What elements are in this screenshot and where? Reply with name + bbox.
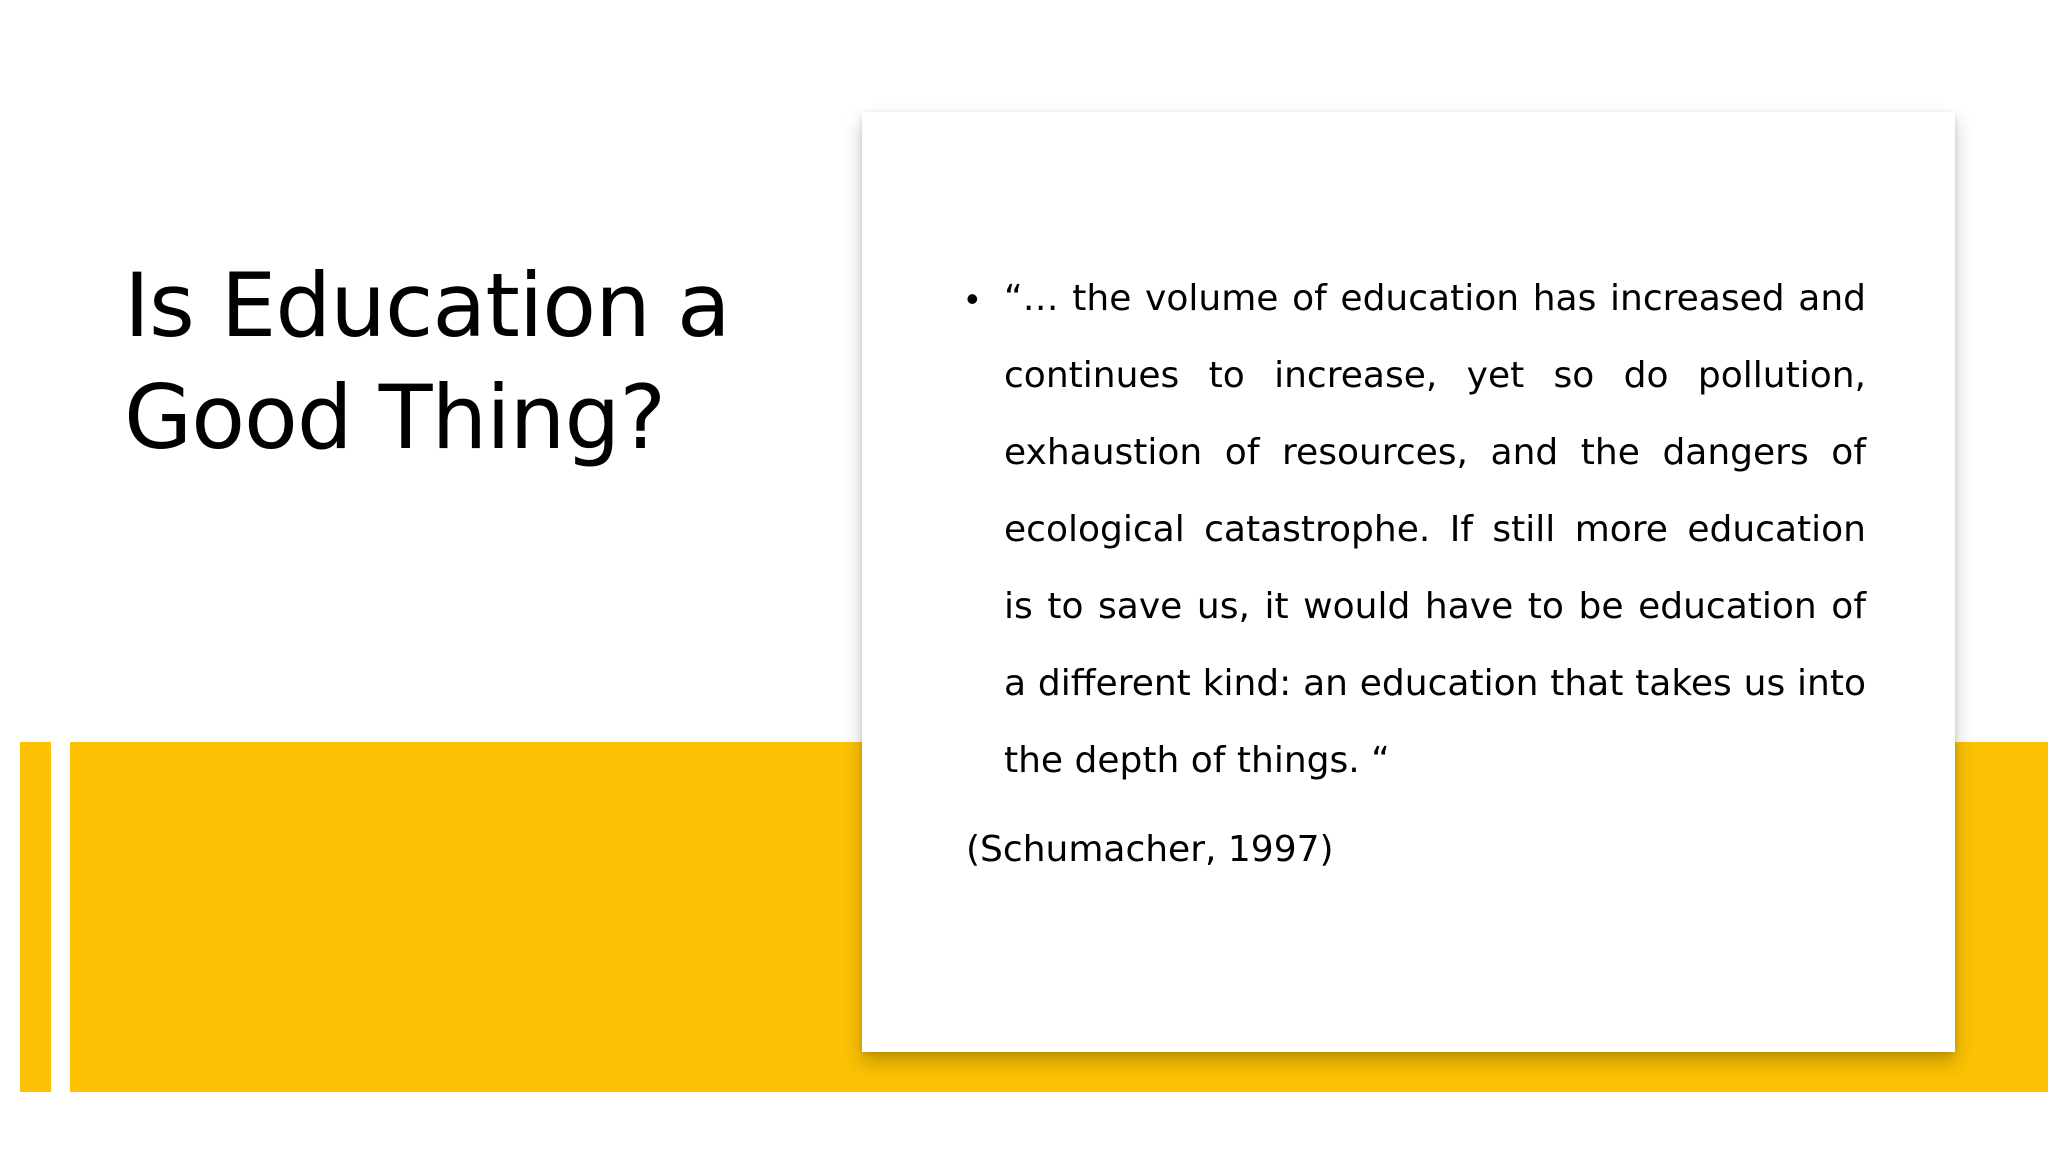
quote-list-item bbox=[966, 260, 1866, 799]
slide-title: Is Education a Good Thing? bbox=[124, 254, 730, 469]
citation: (Schumacher, 1997) bbox=[966, 829, 1334, 870]
accent-stripe bbox=[20, 742, 51, 1092]
content-card bbox=[862, 112, 1955, 1052]
quote-list bbox=[966, 260, 1866, 799]
quote-text: “… the volume of education has increased and continues to increase, yet so do pollution, exhaustion of resources, and the dangers of ecological catastrophe. If still more education is to save us, it would have to be education of a different kind: an education that takes us into the depth of things. “ bbox=[1004, 278, 1866, 781]
bullet-icon: • bbox=[966, 278, 979, 319]
